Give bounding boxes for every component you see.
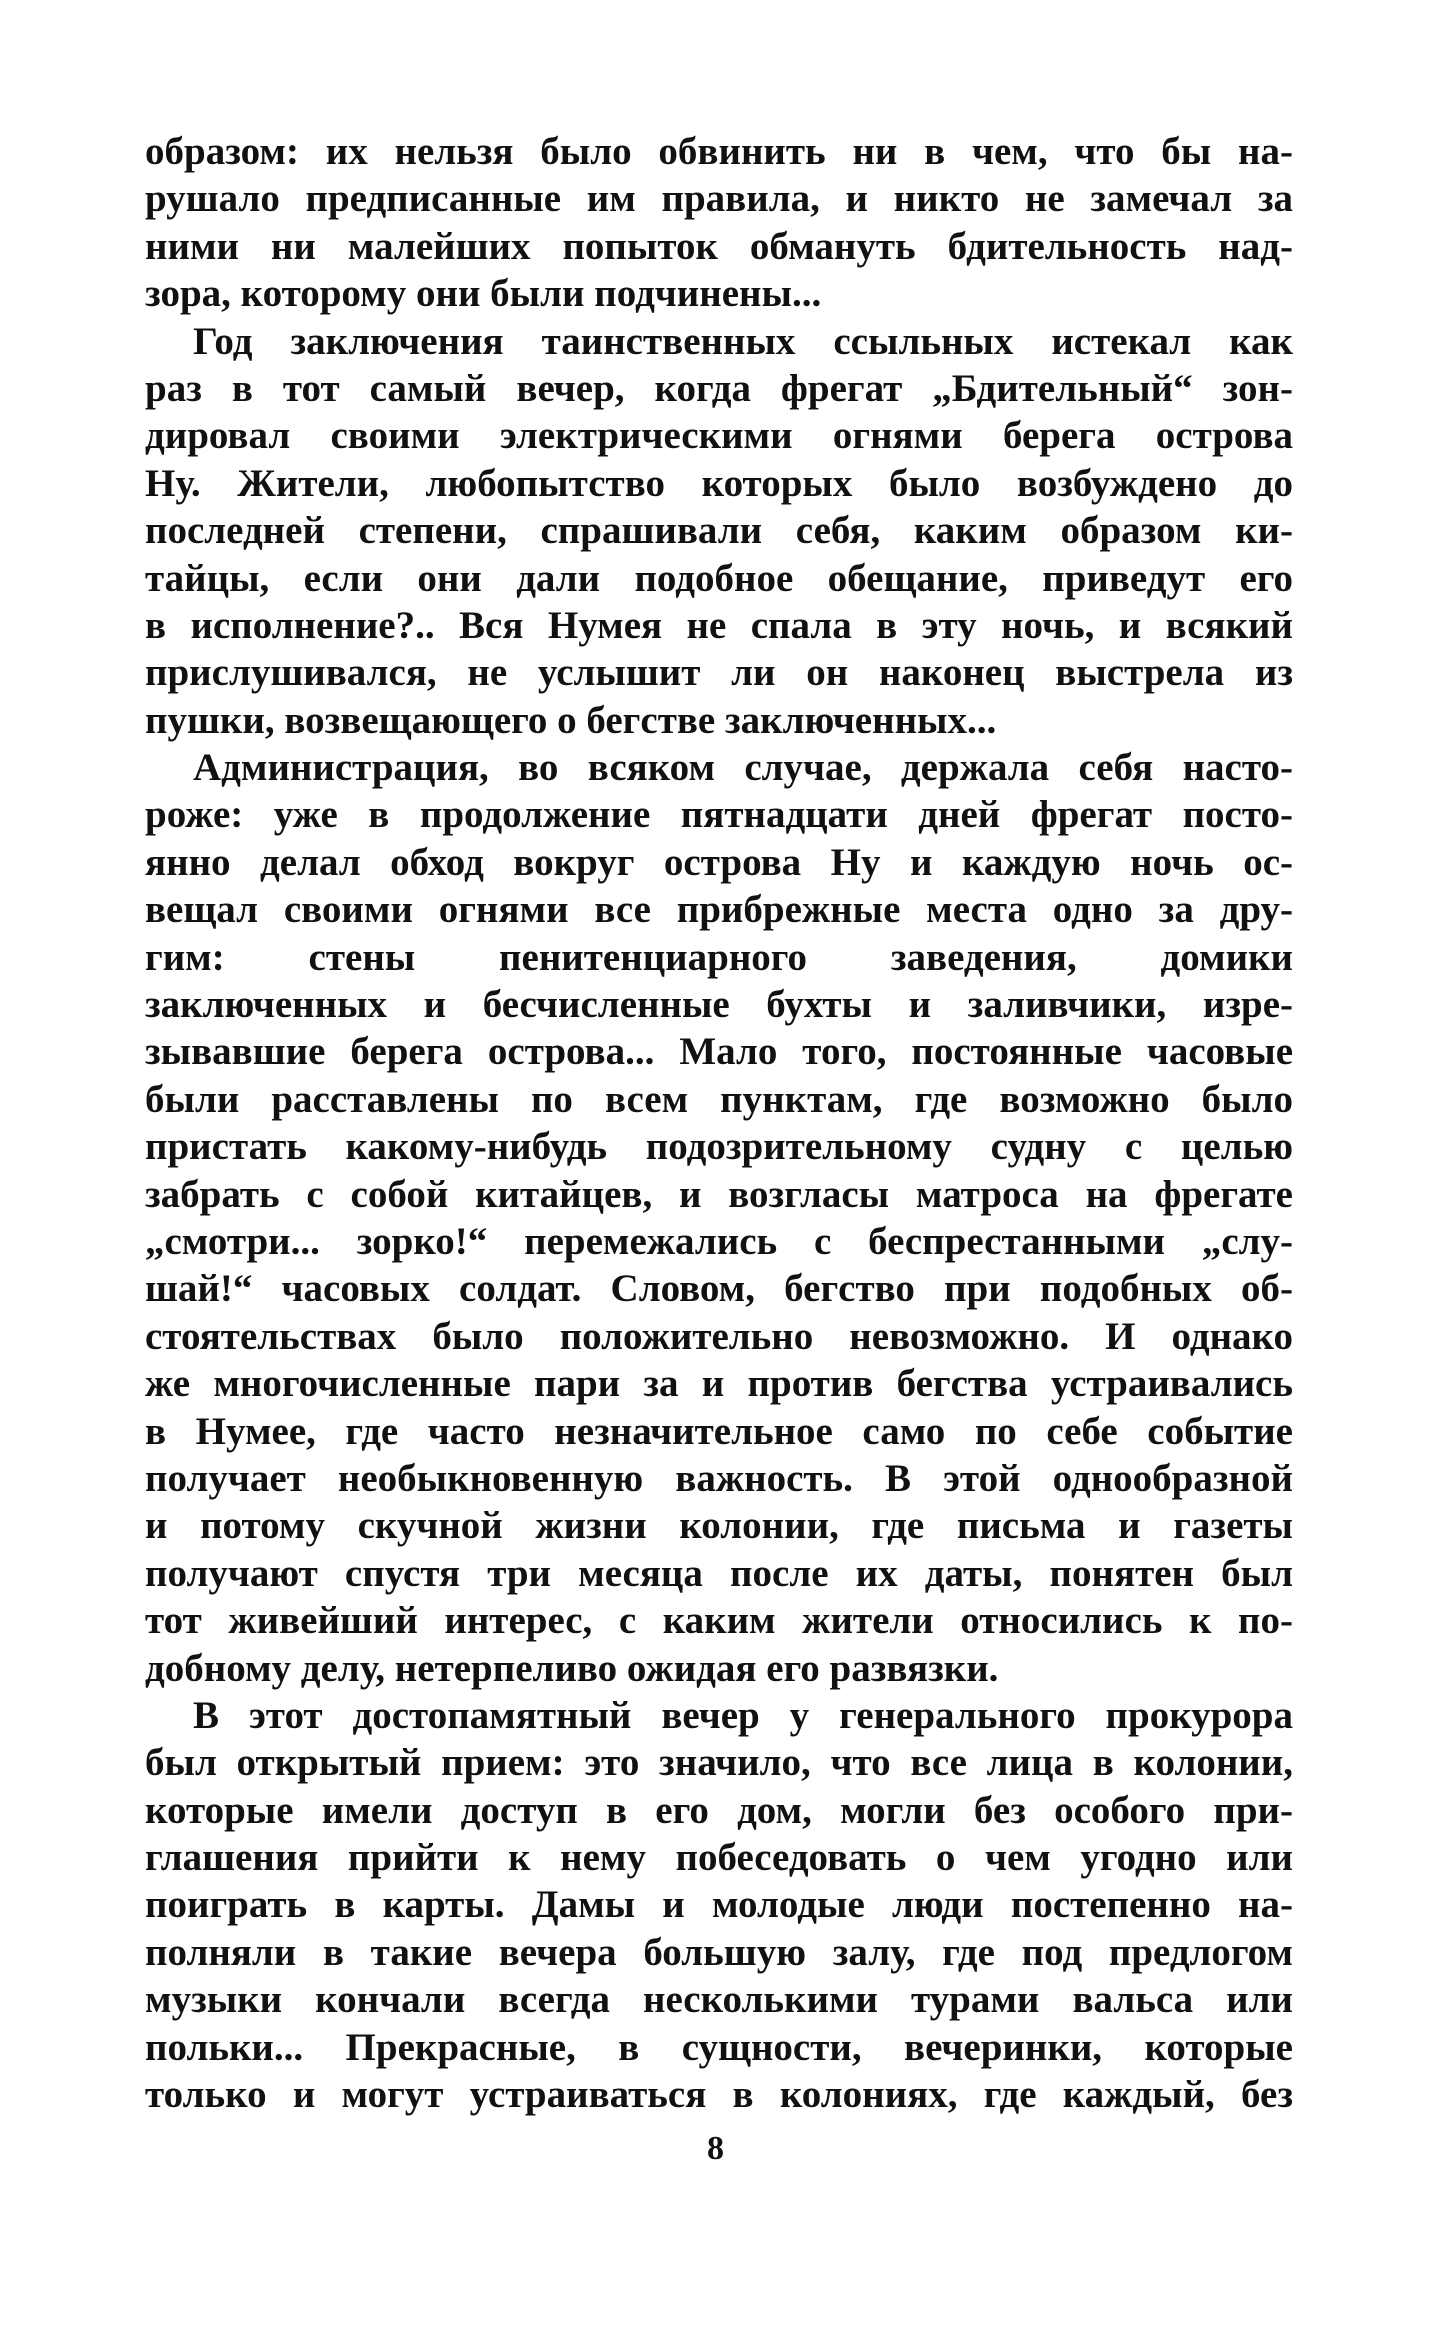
body-text <box>145 128 1293 2118</box>
text-line: пушки, возвещающего о бегстве заключенных... <box>145 698 997 742</box>
text-line: гим: стены пенитенциарного заведения, домики <box>145 935 1293 979</box>
text-line: и потому скучной жизни колонии, где письма и газеты <box>145 1504 1293 1548</box>
text-line: ними ни малейших попыток обмануть бдительность над- <box>145 224 1293 268</box>
text-line: польки... Прекрасные, в сущности, вечеринки, которые <box>145 2025 1293 2069</box>
paragraph <box>145 128 1293 318</box>
text-line: шай!“ часовых солдат. Словом, бегство при подобных об- <box>145 1267 1293 1311</box>
text-line: вещал своими огнями все прибрежные места одно за дру- <box>145 888 1293 932</box>
text-line: глашения прийти к нему побеседовать о чем угодно или <box>145 1836 1293 1880</box>
text-line: был открытый прием: это значило, что все лица в колонии, <box>145 1741 1293 1785</box>
text-line: зора, которому они были подчинены... <box>145 272 822 316</box>
text-line: янно делал обход вокруг острова Ну и каждую ночь ос- <box>145 840 1293 884</box>
text-line: получают спустя три месяца после их даты, понятен был <box>145 1551 1293 1595</box>
text-line: полняли в такие вечера большую залу, где под предлогом <box>145 1930 1293 1974</box>
text-line: тайцы, если они дали подобное обещание, приведут его <box>145 556 1293 600</box>
text-line: прислушивался, не услышит ли он наконец выстрела из <box>145 651 1293 695</box>
text-line: заключенных и бесчисленные бухты и заливчики, изре- <box>145 983 1293 1027</box>
text-line: которые имели доступ в его дом, могли без особого при- <box>145 1788 1293 1832</box>
text-line: пристать какому-нибудь подозрительному судну с целью <box>145 1125 1293 1169</box>
text-line: дировал своими электрическими огнями берега острова <box>145 414 1293 458</box>
text-line: только и могут устраиваться в колониях, где каждый, без <box>145 2073 1293 2117</box>
text-line: образом: их нельзя было обвинить ни в чем, что бы на- <box>145 130 1293 173</box>
text-line: рушало предписанные им правила, и никто не замечал за <box>145 177 1293 221</box>
text-line: получает необыкновенную важность. В этой однообразной <box>145 1456 1293 1500</box>
text-line: последней степени, спрашивали себя, каким образом ки- <box>145 509 1293 553</box>
text-line: В этот достопамятный вечер у генерального прокурора <box>193 1693 1293 1737</box>
text-line: тот живейший интерес, с каким жители относились к по- <box>145 1599 1293 1643</box>
text-line: Ну. Жители, любопытство которых было возбуждено до <box>145 461 1293 505</box>
text-line: были расставлены по всем пунктам, где возможно было <box>145 1077 1293 1121</box>
text-line: „смотри... зорко!“ перемежались с беспрестанными „слу- <box>145 1219 1293 1263</box>
text-line: роже: уже в продолжение пятнадцати дней фрегат посто- <box>145 793 1293 837</box>
text-line: в исполнение?.. Вся Нумея не спала в эту ночь, и всякий <box>145 603 1293 647</box>
text-line: Администрация, во всяком случае, держала себя насто- <box>193 746 1293 790</box>
text-line: в Нумее, где часто незначительное само по себе событие <box>145 1409 1293 1453</box>
text-line: забрать с собой китайцев, и возгласы матроса на фрегате <box>145 1172 1293 1216</box>
text-line: же многочисленные пари за и против бегства устраивались <box>145 1362 1293 1406</box>
text-line: добному делу, нетерпеливо ожидая его развязки. <box>145 1646 999 1690</box>
text-line: стоятельствах было положительно невозможно. И однако <box>145 1314 1293 1358</box>
text-line: Год заключения таинственных ссыльных истекал как <box>193 319 1293 363</box>
page-number: 8 <box>707 2130 724 2167</box>
paragraph <box>145 318 1293 745</box>
text-line: раз в тот самый вечер, когда фрегат „Бдительный“ зон- <box>145 366 1293 410</box>
text-line: музыки кончали всегда несколькими турами вальса или <box>145 1978 1293 2022</box>
text-line: поиграть в карты. Дамы и молодые люди постепенно на- <box>145 1883 1293 1927</box>
paragraph <box>145 1692 1293 2119</box>
text-line: зывавшие берега острова... Мало того, постоянные часовые <box>145 1030 1293 1074</box>
paragraph <box>145 744 1293 1692</box>
